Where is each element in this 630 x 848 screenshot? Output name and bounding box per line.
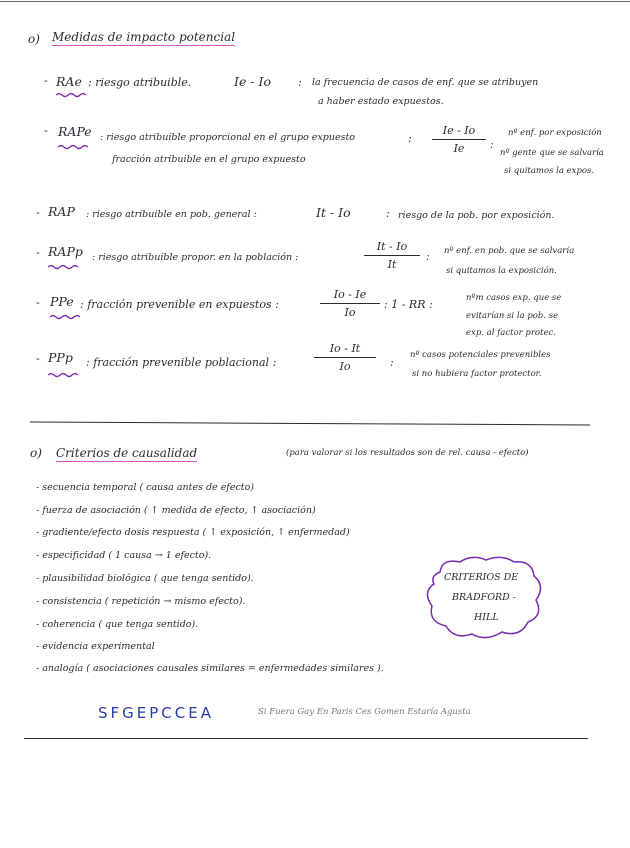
ppe-den: Io (344, 306, 356, 319)
rap-desc: riesgo de la pob. por exposición. (398, 210, 555, 221)
ppe-def: : fracción prevenible en expuestos : (80, 298, 279, 311)
ppp-abbr: PPp (48, 350, 73, 365)
section2-bullet: o) (30, 446, 42, 460)
ppe-abbr: PPe (50, 294, 74, 309)
section2-title: Criterios de causalidad (56, 446, 198, 460)
criteria-item: - plausibilidad biológica ( que tenga sentido). (36, 573, 254, 584)
rapp-note2: si quitamos la exposición. (446, 266, 557, 276)
ppe-dash: - (36, 296, 40, 309)
criteria-item: - consistencia ( repetición → mismo efecto). (36, 596, 246, 607)
rae-dash: - (44, 74, 48, 87)
section1-bullet: o) (28, 32, 40, 46)
rap-dash: - (36, 206, 40, 219)
rape-eq: : (408, 132, 412, 145)
ppe-formula2: : 1 - RR : (384, 298, 433, 311)
rape-note1: nº enf. por exposición (508, 128, 602, 138)
section-divider (30, 422, 590, 426)
criteria-item: - coherencia ( que tenga sentido). (36, 619, 199, 630)
bottom-rule (24, 738, 588, 739)
rae-abbr: RAe (56, 74, 82, 89)
ppp-wavy-underline (48, 372, 78, 378)
rae-eq: : (298, 76, 302, 89)
ppp-note1: nº casos potenciales prevenibles (410, 350, 551, 360)
ppe-note3: exp. al factor protec. (466, 328, 556, 338)
criteria-item: - gradiente/efecto dosis respuesta ( ↑ exposición, ↑ enfermedad) (36, 527, 350, 538)
rapp-abbr: RAPp (48, 244, 83, 259)
cloud-line2: BRADFORD - (452, 592, 516, 603)
ppp-dash: - (36, 352, 40, 365)
rape-wavy-underline (58, 144, 88, 150)
rape-eq2: : (490, 138, 494, 151)
ppp-num: Io - It (329, 342, 361, 355)
rape-def1: : riesgo atribuible proporcional en el grupo expuesto (100, 132, 355, 143)
cloud-line1: CRITERIOS DE (444, 572, 519, 583)
criteria-item: - fuerza de asociación ( ↑ medida de efecto, ↑ asociación) (36, 505, 316, 516)
rape-dash: - (44, 124, 48, 137)
acronym: SFGEPCCEA (98, 704, 214, 722)
rapp-fraction (364, 240, 420, 271)
rapp-note1: nº enf. en pob. que se salvaría (444, 246, 575, 256)
rape-fraction-bar (432, 139, 486, 140)
rae-formula: Ie - Io (234, 74, 271, 89)
criteria-item: - especificidad ( 1 causa → 1 efecto). (36, 550, 212, 561)
top-border (0, 1, 630, 2)
ppp-note2: si no hubiera factor protector. (412, 369, 542, 379)
ppe-note1: nºm casos exp. que se (466, 293, 562, 303)
rape-den: Ie (453, 142, 465, 155)
rapp-eq: : (426, 250, 430, 263)
cloud-line3: HILL (474, 612, 499, 623)
rae-def: : riesgo atribuible. (88, 76, 192, 89)
ppp-fraction-bar (314, 357, 376, 358)
section2-subtitle: (para valorar si los resultados son de rel. causa - efecto) (286, 448, 529, 458)
ppp-den: Io (339, 360, 351, 373)
rapp-num: It - Io (376, 240, 408, 253)
rap-abbr: RAP (48, 204, 75, 219)
mnemonic: Si Fuera Gay En Paris Ces Gomen Estaría Agusta (258, 707, 471, 717)
rape-note3: si quitamos la expos. (504, 166, 595, 176)
criteria-item: - analogía ( asociaciones causales similares = enfermedades similares ). (36, 663, 384, 674)
rapp-fraction-bar (364, 255, 420, 256)
rap-def: : riesgo atribuible en pob. general : (86, 209, 257, 220)
rapp-dash: - (36, 246, 40, 259)
ppe-note2: evitarían si la pob. se (466, 311, 559, 321)
ppe-fraction-bar (320, 303, 380, 304)
rape-num: Ie - Io (442, 124, 476, 137)
rape-fraction (432, 124, 486, 155)
ppe-num: Io - Ie (333, 288, 367, 301)
rape-def2: fracción atribuible en el grupo expuesto (112, 154, 306, 165)
rapp-def: : riesgo atribuible propor. en la población : (92, 252, 299, 263)
ppp-def: : fracción prevenible poblacional : (86, 356, 277, 369)
rape-abbr: RAPe (58, 124, 92, 139)
rap-eq: : (386, 207, 390, 220)
rapp-wavy-underline (48, 264, 78, 270)
rape-note2: nº gente que se salvaría (500, 148, 604, 158)
ppp-fraction (314, 342, 376, 373)
criteria-item: - secuencia temporal ( causa antes de efecto) (36, 482, 255, 493)
criteria-item: - evidencia experimental (36, 641, 155, 652)
rae-desc1: la frecuencia de casos de enf. que se atribuyen (312, 77, 539, 88)
rae-wavy-underline (56, 92, 86, 98)
rapp-den: It (387, 258, 397, 271)
rae-desc2: a haber estado expuestos. (318, 96, 444, 107)
ppe-fraction (320, 288, 380, 319)
ppe-wavy-underline (50, 314, 80, 320)
section1-title: Medidas de impacto potencial (52, 30, 236, 44)
rap-formula: It - Io (316, 205, 351, 220)
ppp-eq: : (390, 356, 394, 369)
